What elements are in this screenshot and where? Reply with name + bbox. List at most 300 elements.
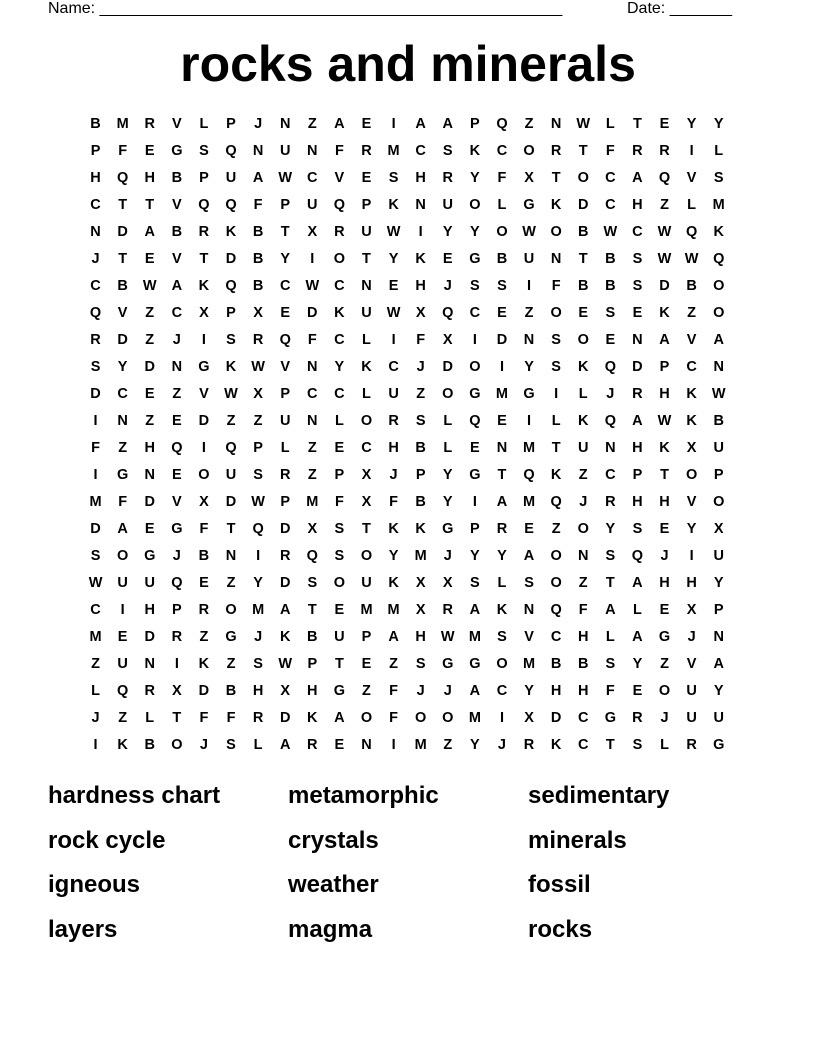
grid-row [82, 651, 732, 678]
grid-letter: G [333, 683, 346, 699]
grid-letter: K [415, 251, 426, 267]
grid-letter: A [388, 629, 399, 645]
grid-letter: J [443, 548, 452, 564]
grid-letter: H [577, 629, 589, 645]
grid-letter: J [91, 251, 100, 267]
grid-letter: C [496, 143, 508, 159]
grid-letter: E [442, 251, 453, 267]
grid-letter: M [495, 386, 508, 402]
grid-letter: Y [470, 548, 480, 564]
grid-row [82, 138, 732, 165]
date-field-label: Date: _______ [627, 0, 732, 17]
grid-letter: C [577, 710, 589, 726]
grid-row [82, 327, 732, 354]
grid-letter: O [117, 548, 129, 564]
grid-letter: N [523, 332, 535, 348]
grid-letter: T [362, 251, 371, 267]
grid-letter: Q [658, 170, 671, 186]
grid-letter: P [171, 602, 182, 618]
grid-letter: Z [226, 656, 236, 672]
grid-letter: Y [442, 494, 453, 510]
grid-letter: H [415, 629, 426, 645]
grid-letter: Y [334, 359, 345, 375]
grid-letter: O [713, 494, 725, 510]
grid-letter: S [90, 359, 101, 375]
grid-letter: Z [145, 332, 155, 348]
grid-letter: S [605, 548, 616, 564]
grid-letter: F [551, 278, 561, 294]
grid-letter: S [388, 170, 399, 186]
grid-letter: O [469, 359, 481, 375]
grid-letter: U [225, 170, 237, 186]
grid-letter: N [523, 602, 535, 618]
grid-letter: C [605, 467, 616, 483]
grid-letter: L [605, 116, 615, 132]
grid-letter: Z [551, 521, 561, 537]
grid-letter: C [279, 278, 291, 294]
grid-letter: J [389, 467, 398, 483]
grid-letter: P [470, 116, 480, 132]
grid-row [82, 705, 732, 732]
grid-letter: A [252, 170, 264, 186]
grid-letter: T [199, 251, 209, 267]
grid-letter: F [118, 494, 128, 510]
grid-letter: E [605, 332, 616, 348]
grid-letter: F [253, 197, 263, 213]
grid-letter: M [387, 143, 400, 159]
grid-letter: A [279, 737, 291, 753]
grid-letter: A [605, 602, 616, 618]
grid-letter: Z [91, 656, 100, 672]
grid-letter: T [118, 197, 128, 213]
grid-letter: R [90, 332, 101, 348]
grid-letter: B [252, 278, 264, 294]
grid-letter: O [550, 548, 562, 564]
grid-letter: S [415, 413, 426, 429]
grid-letter: O [550, 575, 562, 591]
grid-letter: X [307, 224, 318, 240]
grid-letter: J [254, 629, 263, 645]
grid-letter: F [118, 143, 128, 159]
grid-letter: J [579, 494, 588, 510]
grid-letter: F [334, 143, 344, 159]
grid-letter: B [577, 224, 589, 240]
grid-letter: T [362, 521, 371, 537]
name-field-label: Name: ____________________________________________________ [48, 0, 563, 17]
grid-letter: F [497, 170, 507, 186]
grid-letter: Z [660, 656, 669, 672]
grid-letter: R [252, 332, 264, 348]
grid-letter: U [442, 197, 453, 213]
grid-letter: Y [632, 656, 643, 672]
grid-letter: R [605, 494, 616, 510]
grid-letter: P [470, 521, 480, 537]
grid-letter: D [577, 197, 589, 213]
grid-row [82, 732, 732, 759]
grid-letter: P [415, 467, 426, 483]
grid-letter: Z [226, 413, 236, 429]
grid-letter: R [523, 737, 535, 753]
grid-letter: R [252, 710, 264, 726]
puzzle-title: rocks and minerals [180, 36, 636, 92]
grid-letter: O [496, 656, 508, 672]
grid-row [82, 462, 732, 489]
grid-letter: G [469, 467, 481, 483]
grid-letter: A [659, 332, 670, 348]
grid-letter: B [307, 629, 318, 645]
grid-letter: Q [279, 332, 291, 348]
grid-letter: N [713, 359, 724, 375]
grid-letter: R [632, 143, 643, 159]
grid-letter: H [577, 683, 589, 699]
grid-letter: L [362, 386, 371, 402]
grid-letter: M [468, 629, 481, 645]
word-bank-item: weather [288, 871, 379, 898]
grid-letter: A [442, 116, 453, 132]
grid-letter: K [415, 521, 426, 537]
grid-letter: B [605, 251, 616, 267]
grid-letter: Q [225, 278, 237, 294]
grid-letter: Q [550, 494, 562, 510]
grid-letter: D [198, 683, 210, 699]
grid-letter: D [144, 494, 155, 510]
grid-letter: N [144, 467, 155, 483]
grid-letter: K [198, 656, 210, 672]
grid-letter: E [470, 440, 480, 456]
grid-letter: R [171, 629, 183, 645]
grid-letter: L [334, 413, 344, 429]
grid-letter: Y [713, 575, 724, 591]
grid-letter: R [279, 467, 291, 483]
grid-letter: E [171, 467, 182, 483]
grid-letter: O [469, 197, 481, 213]
grid-letter: E [659, 521, 670, 537]
grid-letter: F [389, 710, 398, 726]
grid-letter: X [524, 170, 534, 186]
grid-letter: E [632, 305, 643, 321]
grid-letter: Q [198, 197, 210, 213]
grid-letter: I [201, 332, 206, 348]
grid-letter: K [361, 359, 372, 375]
grid-letter: W [386, 224, 401, 240]
grid-letter: B [686, 278, 697, 294]
grid-letter: U [279, 143, 291, 159]
grid-letter: F [389, 683, 398, 699]
grid-letter: S [253, 656, 263, 672]
grid-letter: M [387, 602, 400, 618]
grid-letter: Q [469, 413, 481, 429]
grid-letter: G [171, 143, 183, 159]
grid-letter: H [144, 170, 155, 186]
grid-letter: W [278, 170, 293, 186]
grid-letter: Z [389, 656, 398, 672]
grid-letter: C [605, 170, 616, 186]
grid-letter: N [279, 116, 291, 132]
grid-letter: V [117, 305, 128, 321]
grid-letter: K [577, 359, 589, 375]
grid-row [82, 435, 732, 462]
grid-letter: Z [416, 386, 426, 402]
grid-letter: C [171, 305, 183, 321]
grid-letter: U [334, 629, 345, 645]
grid-letter: Z [145, 413, 155, 429]
grid-letter: R [144, 116, 155, 132]
grid-letter: W [251, 359, 265, 375]
grid-letter: A [496, 494, 508, 510]
grid-letter: K [225, 224, 237, 240]
grid-letter: F [226, 710, 236, 726]
grid-letter: I [93, 737, 98, 753]
grid-letter: M [523, 656, 536, 672]
grid-letter: B [252, 251, 264, 267]
grid-letter: O [333, 575, 346, 591]
grid-row [82, 246, 732, 273]
grid-letter: S [632, 278, 643, 294]
grid-letter: F [605, 683, 615, 699]
grid-letter: H [659, 494, 670, 510]
grid-letter: L [145, 710, 155, 726]
grid-letter: W [711, 386, 726, 402]
grid-letter: I [391, 737, 396, 753]
grid-letter: G [469, 656, 481, 672]
grid-letter: E [280, 305, 291, 321]
grid-letter: O [577, 170, 589, 186]
grid-letter: U [225, 467, 237, 483]
grid-letter: X [686, 602, 697, 618]
grid-letter: X [442, 332, 453, 348]
grid-letter: S [226, 332, 236, 348]
grid-letter: H [632, 494, 643, 510]
grid-letter: L [253, 737, 263, 753]
grid-letter: O [360, 548, 373, 564]
grid-letter: M [89, 494, 102, 510]
grid-letter: N [361, 737, 372, 753]
grid-letter: V [524, 629, 534, 645]
grid-letter: A [144, 224, 155, 240]
grid-letter: R [659, 143, 670, 159]
grid-letter: Q [171, 440, 183, 456]
grid-letter: A [171, 278, 183, 294]
grid-letter: W [142, 278, 157, 294]
word-bank-item: metamorphic [288, 782, 439, 809]
grid-letter: R [307, 737, 318, 753]
grid-letter: S [442, 143, 453, 159]
grid-letter: P [632, 467, 643, 483]
grid-letter: Y [388, 548, 399, 564]
grid-letter: O [550, 224, 562, 240]
grid-letter: Y [442, 467, 453, 483]
grid-letter: A [469, 602, 481, 618]
grid-letter: N [415, 197, 426, 213]
word-bank [48, 779, 768, 957]
grid-letter: D [496, 332, 508, 348]
grid-letter: P [659, 359, 670, 375]
grid-letter: O [360, 413, 373, 429]
grid-letter: K [550, 197, 562, 213]
grid-letter: T [307, 602, 317, 618]
grid-letter: A [632, 170, 643, 186]
grid-letter: P [280, 386, 291, 402]
grid-letter: Z [253, 413, 263, 429]
grid-letter: N [90, 224, 101, 240]
grid-letter: E [361, 656, 372, 672]
grid-letter: H [252, 683, 264, 699]
grid-letter: F [334, 494, 344, 510]
grid-letter: N [307, 143, 318, 159]
grid-letter: G [469, 251, 481, 267]
grid-letter: H [659, 575, 670, 591]
grid-letter: C [415, 143, 426, 159]
grid-letter: B [713, 413, 724, 429]
grid-letter: O [442, 386, 454, 402]
grid-letter: B [550, 656, 562, 672]
grid-letter: U [307, 197, 318, 213]
grid-letter: D [279, 575, 291, 591]
grid-letter: A [334, 710, 345, 726]
grid-letter: N [550, 251, 562, 267]
grid-letter: O [658, 683, 671, 699]
word-bank-item: layers [48, 915, 118, 943]
grid-letter: W [305, 278, 320, 294]
grid-letter: G [171, 521, 183, 537]
grid-letter: R [442, 170, 453, 186]
grid-letter: J [172, 332, 181, 348]
grid-letter: I [499, 359, 504, 375]
grid-letter: J [497, 737, 506, 753]
grid-row [82, 111, 732, 138]
grid-letter: F [605, 143, 615, 159]
grid-letter: W [278, 656, 293, 672]
grid-letter: X [415, 575, 426, 591]
grid-letter: L [578, 386, 588, 402]
grid-letter: S [632, 251, 643, 267]
grid-letter: G [198, 359, 210, 375]
grid-letter: E [361, 116, 372, 132]
grid-letter: E [334, 602, 345, 618]
grid-letter: A [523, 548, 535, 564]
word-bank-item: fossil [528, 871, 591, 898]
grid-letter: Z [307, 116, 317, 132]
grid-letter: W [684, 251, 699, 267]
grid-letter: G [225, 629, 237, 645]
grid-row [82, 489, 732, 516]
grid-letter: Z [578, 575, 588, 591]
grid-letter: V [171, 251, 182, 267]
grid-letter: I [391, 116, 396, 132]
grid-letter: J [199, 737, 208, 753]
grid-letter: X [199, 494, 209, 510]
grid-letter: S [415, 656, 426, 672]
grid-letter: R [686, 737, 697, 753]
grid-letter: N [307, 413, 318, 429]
grid-letter: C [686, 359, 697, 375]
grid-row [82, 543, 732, 570]
grid-letter: Q [604, 359, 616, 375]
grid-letter: K [686, 413, 697, 429]
grid-letter: W [88, 575, 103, 591]
grid-letter: N [713, 629, 724, 645]
grid-letter: X [307, 521, 318, 537]
grid-letter: Y [605, 521, 616, 537]
grid-letter: P [334, 467, 345, 483]
grid-letter: C [90, 602, 101, 618]
grid-letter: O [333, 251, 346, 267]
grid-letter: B [90, 116, 101, 132]
grid-row [82, 381, 732, 408]
grid-letter: U [361, 575, 372, 591]
grid-letter: Q [523, 467, 535, 483]
grid-letter: L [660, 737, 669, 753]
grid-letter: A [713, 332, 724, 348]
grid-letter: U [713, 548, 724, 564]
grid-letter: B [577, 656, 589, 672]
grid-letter: W [251, 494, 265, 510]
grid-letter: P [90, 143, 101, 159]
grid-letter: B [117, 278, 128, 294]
grid-letter: V [686, 494, 697, 510]
grid-letter: M [414, 548, 427, 564]
grid-letter: E [361, 170, 372, 186]
grid-letter: O [360, 710, 373, 726]
grid-letter: V [686, 170, 697, 186]
grid-letter: K [225, 359, 237, 375]
grid-letter: T [578, 143, 588, 159]
grid-letter: Z [443, 737, 453, 753]
grid-letter: O [225, 602, 237, 618]
grid-letter: W [657, 413, 672, 429]
word-bank-item: sedimentary [528, 782, 670, 809]
grid-letter: C [605, 197, 616, 213]
grid-letter: U [686, 710, 697, 726]
grid-letter: I [418, 224, 423, 240]
grid-letter: Z [524, 305, 534, 321]
grid-letter: C [334, 278, 345, 294]
grid-letter: Y [280, 251, 291, 267]
grid-letter: U [713, 440, 724, 456]
grid-letter: F [416, 332, 426, 348]
grid-letter: W [603, 224, 618, 240]
grid-letter: B [415, 440, 426, 456]
grid-letter: F [307, 332, 317, 348]
grid-letter: W [657, 251, 672, 267]
grid-row [82, 273, 732, 300]
grid-letter: X [361, 467, 372, 483]
grid-letter: V [171, 116, 182, 132]
grid-letter: G [144, 548, 156, 564]
grid-letter: H [415, 170, 426, 186]
grid-letter: P [226, 116, 236, 132]
grid-letter: G [523, 386, 535, 402]
grid-letter: S [226, 737, 236, 753]
grid-letter: J [443, 683, 452, 699]
grid-letter: K [686, 386, 697, 402]
grid-letter: D [550, 710, 562, 726]
grid-letter: N [307, 359, 318, 375]
grid-letter: Q [89, 305, 102, 321]
grid-letter: Q [117, 170, 129, 186]
grid-letter: S [199, 143, 209, 159]
grid-letter: C [307, 386, 318, 402]
grid-letter: Z [199, 629, 209, 645]
grid-letter: Q [333, 197, 346, 213]
grid-letter: U [117, 575, 128, 591]
grid-letter: E [144, 251, 155, 267]
grid-row [82, 678, 732, 705]
grid-letter: Y [713, 683, 724, 699]
grid-letter: C [117, 386, 128, 402]
grid-letter: S [470, 575, 480, 591]
grid-letter: Z [145, 305, 155, 321]
